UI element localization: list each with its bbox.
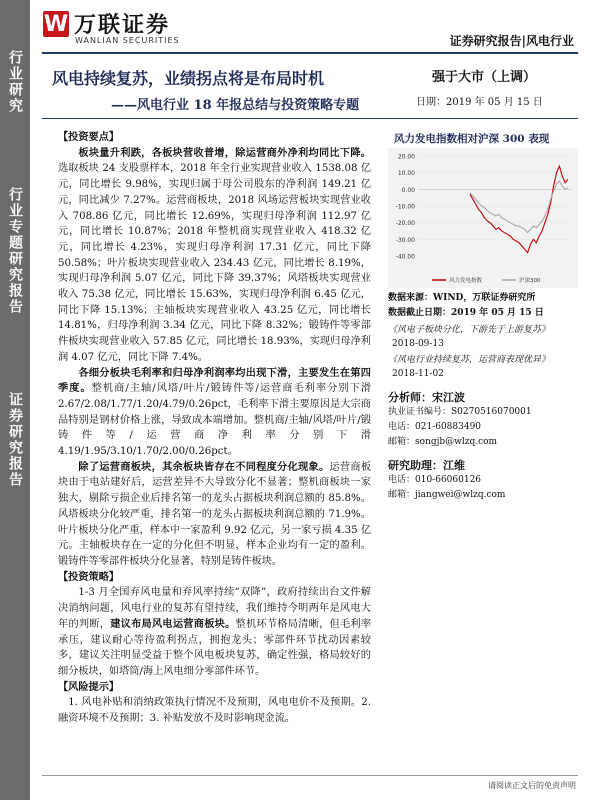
- data-date: 数据截止日期：2019 年 05 月 15 日: [388, 308, 544, 318]
- chart: [388, 128, 578, 288]
- title-divider: [42, 118, 578, 119]
- analyst-phone: 电话：021-60883490: [388, 422, 482, 432]
- related-report-date: 2018-09-13: [392, 339, 444, 349]
- body-text: [58, 130, 371, 727]
- y-tick-label: 10.00: [397, 170, 415, 178]
- chart-source: 数据来源：WIND，万联证券研究所: [388, 293, 536, 303]
- paragraph: 1. 风电补贴和消纳政策执行情况不及预期，风电电价不及预期。2. 融资环境不及预期；3. 补贴发放不及时影响现金流。: [58, 697, 371, 725]
- sidebar-tab-securities: 证券研究报告: [7, 392, 23, 488]
- footer-disclaimer: 请阅读正文后的免责声明: [488, 781, 576, 790]
- analyst-name: 分析师：宋江波: [388, 391, 465, 404]
- paragraph: 各细分板块毛利率和归母净利润率均出现下滑，主要发生在第四季度。整机商/主轴/风塔/叶片/锻铸件等/运营商毛利率分别下滑 2.67/2.08/1.77/1.20/4.79/0.26pct，毛利率下滑主要原因是大宗商品特别是钢材价格上涨，导致成本端增加。整机商/主轴/风塔/叶片/锻铸件等/运营商净利率分别下滑 4.19/1.95/3.10/1.70/2.00/0.26pct。: [58, 366, 372, 458]
- y-tick-label: 0.00: [401, 186, 415, 194]
- sidebar-tab-topic: 行业专题研究报告: [7, 187, 23, 315]
- paragraph: 除了运营商板块，其余板块皆存在不同程度分化现象。运营商板块由于电站建好后，运营差异不大导致分化不显著；整机商板块一家独大，剔除亏损企业后排名第一的龙头占据板块利润总额的 85.8%。风塔板块分化较严重，排名第一的龙头占据板块利润总额的 71.9%。叶片板块分化严重，样本中一家盈利 9.92 亿元，另一家亏损 4.35 亿元。主轴板块存在一定的分化但不明显，样本企业均有一定的盈利。锻铸件等零部件板块分化显著，特别是铸件板块。: [58, 460, 372, 567]
- footer-divider: [42, 775, 578, 776]
- paragraph: 板块量升利跌，各板块营收普增，除运营商外净利均同比下降。选取板块 24 支股票样本，2018 年全行业实现营业收入 1538.08 亿元，同比增长 9.98%，实现归属于母公司股东的净利润 149.21 亿元，同比减少 7.27%。运营商板块，2018 风场运营板块实现营业收入 708.86 亿元，同比增长 12.69%，实现归母净利润 112.97 亿元，同比增长 10.87%；2018 年整机商实现营业收入 418.32 亿元，同比增长 4.23%，实现归母净利润 17.31 亿元，同比下降 50.58%；叶片板块实现营业收入 234.43 亿元，同比增长 8.19%，实现归母净利润 5.07 亿元，同比下降 39.37%；风塔板块实现营业收入 75.38 亿元，同比增长 15.63%，实现归母净利润 6.45 亿元，同比下降 15.13%；主轴板块实现营业收入 43.25 亿元，同比增长 14.81%，归母净利润 3.34 亿元，同比下降 8.32%；锻铸件等零部件板块实现营业收入 57.85 亿元，同比增长 18.93%，实现归母净利润 4.07 亿元，同比下降 7.4%。: [58, 146, 371, 363]
- analyst-cert: 执业证书编号：S0270516070001: [388, 407, 532, 417]
- related-report-date: 2018-11-02: [392, 369, 444, 379]
- y-tick-label: -30.00: [395, 236, 415, 244]
- assistant-phone: 电话：010-66060126: [388, 475, 482, 485]
- related-report-title: 《风电行业持续复苏，运营商表现优异》: [388, 355, 551, 365]
- chart-title: 风力发电指数相对沪深 300 表现: [394, 133, 550, 145]
- y-tick-label: -10.00: [395, 203, 415, 211]
- paragraph: 1-3 月全国弃风电量和弃风率持续“双降”，政府持续出台文件解决消纳问题，风电行业的复苏有望持续，我们维持今明两年是风电大年的判断，建议布局风电运营商板块。整机环节格局清晰，但毛利率承压，建议耐心等待盈利拐点，拥抱龙头；零部件环节扰动因素较多，建议关注明显受益于整个风电板块复苏，确定性强，格局较好的细分板块，如塔筒/海上风电细分零部件环节。: [58, 587, 372, 677]
- header-divider: [42, 52, 578, 54]
- y-tick-label: 20.00: [397, 153, 415, 161]
- legend-label: 沪深300: [519, 278, 541, 284]
- section-heading: 【风险提示】: [58, 680, 120, 693]
- report-title: 风电持续复苏，业绩拐点将是布局时机: [52, 69, 325, 88]
- chart-container: [388, 128, 578, 288]
- report-subtitle: ——风电行业 18 年报总结与投资策略专题: [111, 98, 360, 113]
- assistant-email[interactable]: 邮箱：jiangwei@wlzq.com: [388, 490, 506, 500]
- assistant-name: 研究助理：江维: [388, 459, 465, 472]
- report-date: 日期：2019 年 05 月 15 日: [416, 97, 543, 108]
- sidebar-tab-industry: 行业研究: [7, 50, 23, 114]
- rating-badge: 强于大市（上调）: [432, 70, 537, 85]
- header-category: 证券研究报告|风电行业: [449, 34, 574, 48]
- analyst-email[interactable]: 邮箱：songjb@wlzq.com: [388, 437, 498, 447]
- y-tick-label: -40.00: [395, 253, 415, 261]
- logo-text: 万联证券: [74, 13, 171, 38]
- related-report-title: 《风电子板块分化，下游先于上游复苏》: [388, 325, 551, 335]
- legend-label: 风力发电指数: [449, 278, 483, 284]
- logo-icon: W: [43, 11, 69, 37]
- section-heading: 【投资要点】: [58, 131, 120, 143]
- logo-subtext: WANLIAN SECURITIES: [75, 36, 180, 45]
- y-tick-label: -20.00: [395, 220, 415, 228]
- section-heading: 【投资策略】: [58, 570, 120, 583]
